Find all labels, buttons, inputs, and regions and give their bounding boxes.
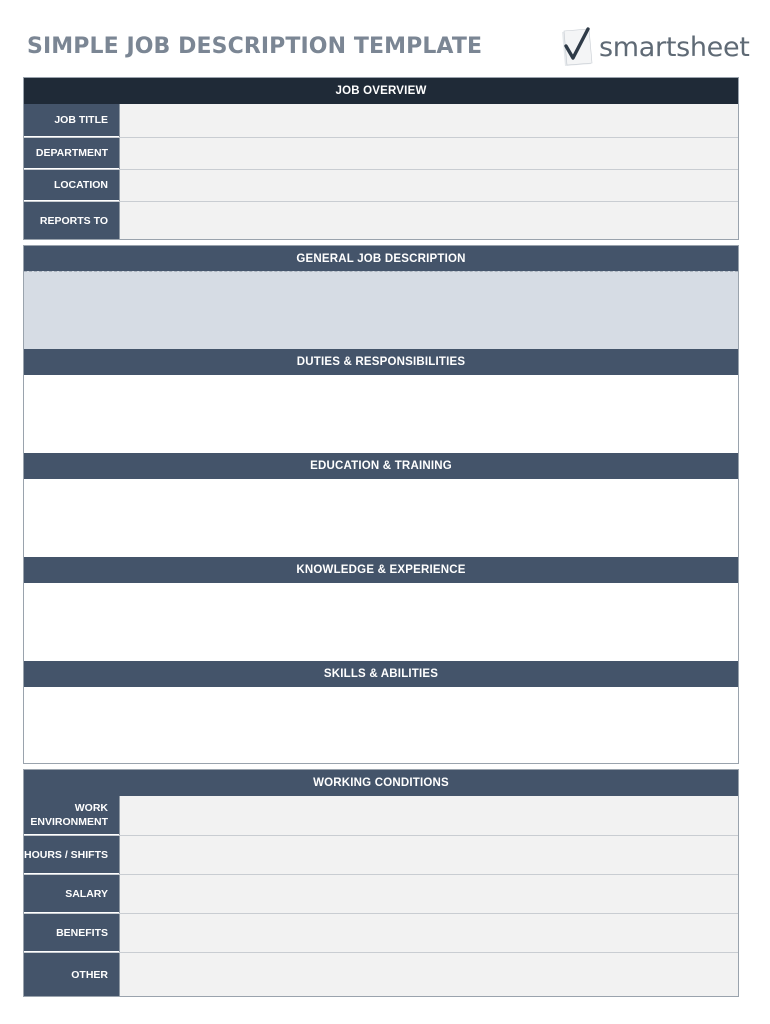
description-sections-block xyxy=(23,245,739,764)
duties-responsibilities-heading: DUTIES & RESPONSIBILITIES xyxy=(24,349,738,375)
department-field[interactable] xyxy=(119,138,738,169)
job-title-label: JOB TITLE xyxy=(24,104,119,137)
salary-row xyxy=(24,874,738,913)
skills-abilities-heading: SKILLS & ABILITIES xyxy=(24,661,738,687)
general-job-description-heading: GENERAL JOB DESCRIPTION xyxy=(24,246,738,271)
salary-label: SALARY xyxy=(24,875,119,913)
reports-to-field[interactable] xyxy=(119,202,738,239)
job-overview-block xyxy=(23,77,739,240)
page-title: SIMPLE JOB DESCRIPTION TEMPLATE xyxy=(27,34,483,59)
education-training-field[interactable] xyxy=(24,479,738,557)
work-environment-label: WORK ENVIRONMENT xyxy=(24,796,119,835)
knowledge-experience-heading: KNOWLEDGE & EXPERIENCE xyxy=(24,557,738,583)
department-row xyxy=(24,137,738,169)
location-row xyxy=(24,169,738,201)
logo-wordmark: smartsheet xyxy=(599,31,750,63)
salary-field[interactable] xyxy=(119,875,738,913)
other-label: OTHER xyxy=(24,953,119,996)
benefits-label: BENEFITS xyxy=(24,914,119,952)
hours-shifts-row xyxy=(24,835,738,874)
checkmark-logo-icon xyxy=(558,26,596,68)
benefits-field[interactable] xyxy=(119,914,738,952)
benefits-row xyxy=(24,913,738,952)
smartsheet-logo xyxy=(558,24,750,70)
hours-shifts-label: HOURS / SHIFTS xyxy=(24,836,119,874)
education-training-heading: EDUCATION & TRAINING xyxy=(24,453,738,479)
other-row xyxy=(24,952,738,996)
working-conditions-block xyxy=(23,769,739,997)
work-environment-field[interactable] xyxy=(119,796,738,835)
department-label: DEPARTMENT xyxy=(24,138,119,169)
knowledge-experience-field[interactable] xyxy=(24,583,738,661)
skills-abilities-field[interactable] xyxy=(24,687,738,763)
hours-shifts-field[interactable] xyxy=(119,836,738,874)
general-job-description-field[interactable] xyxy=(24,271,738,349)
job-title-field[interactable] xyxy=(119,104,738,137)
work-environment-row xyxy=(24,796,738,835)
duties-responsibilities-field[interactable] xyxy=(24,375,738,453)
location-field[interactable] xyxy=(119,170,738,201)
job-title-row xyxy=(24,104,738,137)
location-label: LOCATION xyxy=(24,170,119,201)
reports-to-row xyxy=(24,201,738,239)
working-conditions-heading: WORKING CONDITIONS xyxy=(24,770,738,796)
reports-to-label: REPORTS TO xyxy=(24,202,119,239)
job-overview-heading: JOB OVERVIEW xyxy=(24,78,738,104)
other-field[interactable] xyxy=(119,953,738,996)
